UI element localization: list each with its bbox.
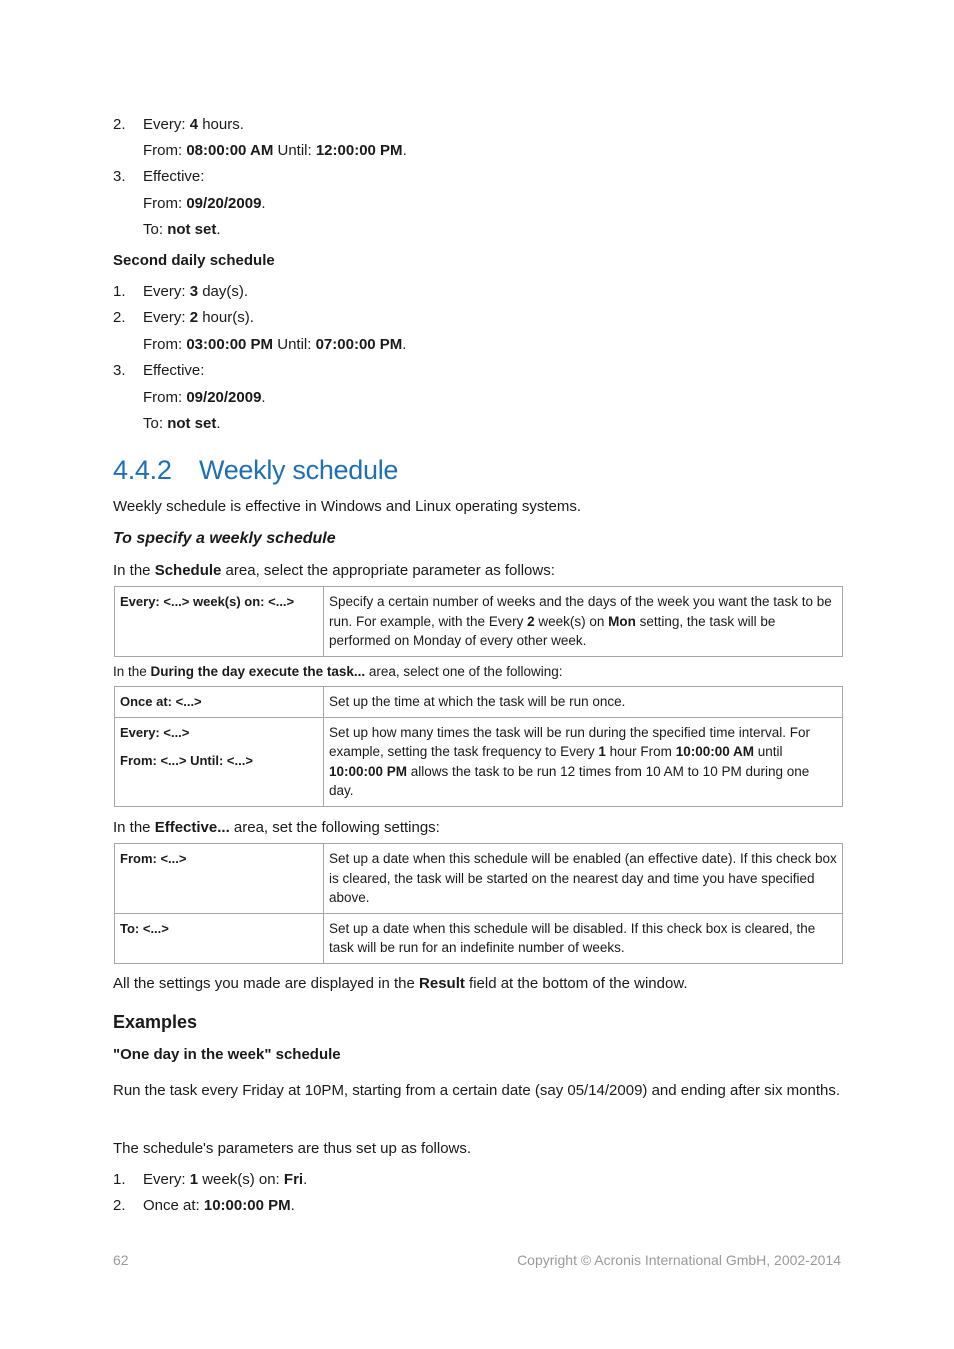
text: Until: bbox=[273, 142, 316, 159]
key-line: Every: <...> bbox=[120, 724, 190, 740]
text: hour(s). bbox=[198, 309, 254, 326]
text: field at the bottom of the window. bbox=[464, 975, 688, 992]
text: Every: bbox=[143, 309, 190, 326]
value: 1 bbox=[189, 1171, 199, 1188]
section-heading bbox=[113, 452, 398, 488]
list-item: Effective: bbox=[143, 362, 205, 379]
list-item-detail bbox=[143, 414, 221, 434]
text: All the settings you made are displayed in the bbox=[113, 975, 420, 992]
text: setting, the task will be performed on Monday of every other week. bbox=[329, 613, 776, 648]
text: hours. bbox=[198, 116, 244, 133]
text: . bbox=[290, 1197, 295, 1214]
list-item bbox=[143, 308, 254, 328]
text: allows the task to be run 12 times from 10 AM to 10 PM during one day. bbox=[329, 763, 810, 798]
text: From: bbox=[143, 336, 187, 353]
table-row bbox=[115, 717, 843, 806]
schedule-parameters-table bbox=[114, 586, 843, 657]
section-title: Weekly schedule bbox=[199, 455, 399, 485]
text: From: bbox=[143, 195, 187, 212]
emphasis: 10:00:00 AM bbox=[675, 744, 754, 759]
list-number: 3. bbox=[113, 168, 126, 185]
section-number: 4.4.2 bbox=[113, 455, 172, 485]
list-item bbox=[143, 1170, 307, 1190]
text: Every: bbox=[143, 116, 190, 133]
text: area, select one of the following: bbox=[365, 664, 563, 679]
table-row bbox=[115, 687, 843, 718]
effective-table bbox=[114, 843, 843, 964]
list-item-detail bbox=[143, 388, 266, 408]
table-row bbox=[115, 913, 843, 963]
value: 12:00:00 PM bbox=[315, 142, 403, 159]
text: . bbox=[402, 336, 407, 353]
paragraph bbox=[113, 974, 688, 994]
list-number: 2. bbox=[113, 116, 126, 133]
text: . bbox=[216, 221, 221, 238]
text: Every: bbox=[143, 283, 190, 300]
table-key-cell: Once at: <...> bbox=[115, 687, 324, 718]
list-number: 2. bbox=[113, 1197, 126, 1214]
value: Fri bbox=[283, 1171, 304, 1188]
table-row bbox=[115, 587, 843, 657]
table-value-cell bbox=[324, 587, 843, 657]
list-number: 1. bbox=[113, 1171, 126, 1188]
copyright: Copyright © Acronis International GmbH, 2002-2014 bbox=[517, 1252, 841, 1268]
list-number: 3. bbox=[113, 362, 126, 379]
text: In the bbox=[113, 562, 155, 579]
key-line: From: <...> Until: <...> bbox=[120, 753, 253, 768]
value: 10:00:00 PM bbox=[203, 1197, 291, 1214]
value: not set bbox=[167, 415, 217, 432]
during-day-table bbox=[114, 686, 843, 807]
value: 03:00:00 PM bbox=[186, 336, 274, 353]
table-key-cell: From: <...> bbox=[115, 844, 324, 914]
text: Set up how many times the task will be run during the specified time interval. For example, setting the task frequency to Every bbox=[329, 724, 810, 759]
text: week(s) on: bbox=[198, 1171, 284, 1188]
emphasis: Mon bbox=[608, 613, 636, 629]
text: . bbox=[261, 195, 266, 212]
list-item-detail bbox=[143, 141, 407, 161]
table-value-cell: Set up a date when this schedule will be enabled (an effective date). If this check box is cleared, the task will be started on the nearest day and time you have specified above. bbox=[324, 844, 843, 914]
text: Once at: bbox=[143, 1197, 204, 1214]
paragraph bbox=[113, 662, 562, 682]
emphasis: Schedule bbox=[154, 562, 222, 579]
text: In the bbox=[113, 819, 155, 836]
text: In the bbox=[113, 664, 151, 679]
intro-paragraph: Weekly schedule is effective in Windows and Linux operating systems. bbox=[113, 498, 582, 515]
value: 08:00:00 AM bbox=[186, 142, 274, 159]
value: 3 bbox=[189, 283, 199, 300]
emphasis: Effective... bbox=[154, 819, 230, 836]
list-item-detail bbox=[143, 335, 406, 355]
page-number: 62 bbox=[113, 1252, 129, 1268]
table-key-cell: To: <...> bbox=[115, 913, 324, 963]
list-item bbox=[143, 115, 244, 135]
subheading: Second daily schedule bbox=[113, 252, 275, 269]
text: Every: bbox=[143, 1171, 190, 1188]
value: 07:00:00 PM bbox=[315, 336, 403, 353]
table-key-cell bbox=[115, 717, 324, 806]
text: To: bbox=[143, 415, 168, 432]
value: 09/20/2009 bbox=[186, 389, 262, 406]
text: Until: bbox=[273, 336, 316, 353]
list-number: 2. bbox=[113, 309, 126, 326]
text: . bbox=[303, 1171, 308, 1188]
table-value-cell bbox=[324, 717, 843, 806]
text: until bbox=[753, 744, 783, 759]
examples-heading: Examples bbox=[113, 1012, 198, 1032]
text: From: bbox=[143, 389, 187, 406]
text: . bbox=[216, 415, 221, 432]
table-value-cell: Set up a date when this schedule will be disabled. If this check box is cleared, the task will be run for an indefinite number of weeks. bbox=[324, 913, 843, 963]
list-item-detail bbox=[143, 194, 266, 214]
table-row bbox=[115, 844, 843, 914]
table-key-cell: Every: <...> week(s) on: <...> bbox=[115, 587, 324, 657]
value: not set bbox=[167, 221, 217, 238]
emphasis: Result bbox=[419, 975, 465, 992]
list-item: Effective: bbox=[143, 168, 205, 185]
text: day(s). bbox=[198, 283, 249, 300]
paragraph: The schedule's parameters are thus set up as follows. bbox=[113, 1140, 472, 1157]
value: 09/20/2009 bbox=[186, 195, 262, 212]
list-number: 1. bbox=[113, 283, 126, 300]
paragraph: Run the task every Friday at 10PM, starting from a certain date (say 05/14/2009) and ending after six months. bbox=[113, 1082, 841, 1099]
emphasis: 1 bbox=[598, 744, 606, 759]
text: From: bbox=[143, 142, 187, 159]
text: To: bbox=[143, 221, 168, 238]
emphasis: 10:00:00 PM bbox=[329, 763, 408, 779]
text: area, set the following settings: bbox=[229, 819, 440, 836]
procedure-title: To specify a weekly schedule bbox=[113, 530, 336, 547]
paragraph bbox=[113, 561, 555, 581]
text: Specify a certain number of weeks and the days of the week you want the task to be run. For example, with the Every bbox=[329, 594, 832, 629]
value: 2 bbox=[189, 309, 199, 326]
value: 4 bbox=[189, 116, 199, 133]
table-value-cell: Set up the time at which the task will be run once. bbox=[324, 687, 843, 718]
emphasis: During the day execute the task... bbox=[150, 664, 366, 679]
emphasis: 2 bbox=[527, 613, 535, 629]
text: week(s) on bbox=[534, 613, 609, 629]
paragraph bbox=[113, 818, 440, 838]
text: . bbox=[261, 389, 266, 406]
list-item-detail bbox=[143, 220, 221, 240]
text: area, select the appropriate parameter as follows: bbox=[221, 562, 555, 579]
text: hour From bbox=[605, 744, 676, 759]
list-item bbox=[143, 1196, 295, 1216]
text: . bbox=[402, 142, 407, 159]
list-item bbox=[143, 282, 248, 302]
example-subheading: "One day in the week" schedule bbox=[113, 1046, 341, 1063]
